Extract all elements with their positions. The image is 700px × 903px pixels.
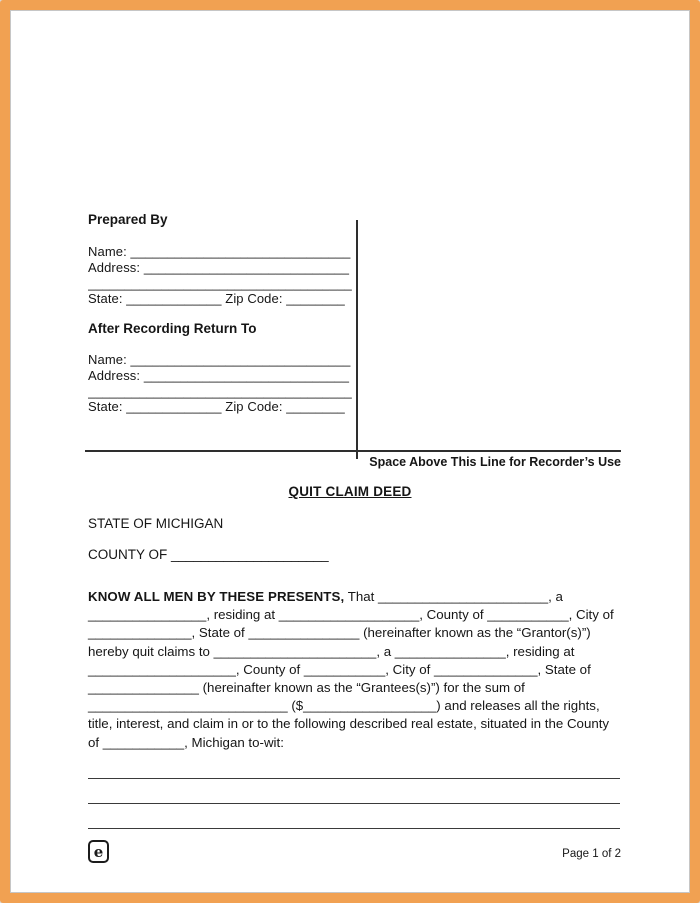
return-to-name-line: Name: ______________________________ xyxy=(88,352,351,367)
deed-paragraph-lead: KNOW ALL MEN BY THESE PRESENTS, xyxy=(88,589,345,604)
legal-description-line-3 xyxy=(88,828,620,829)
prepared-by-heading: Prepared By xyxy=(88,212,168,227)
legal-description-line-1 xyxy=(88,778,620,779)
prepared-by-address-line: Address: ____________________________ xyxy=(88,260,350,275)
state-heading: STATE OF MICHIGAN xyxy=(88,516,224,531)
return-to-state-zip-line: State: _____________ Zip Code: ________ xyxy=(88,399,345,414)
page-number: Page 1 of 2 xyxy=(562,848,621,860)
prepared-by-name-line: Name: ______________________________ xyxy=(88,244,351,259)
county-line: COUNTY OF _____________________ xyxy=(88,547,329,562)
prepared-by-address-line-2: ____________________________________ xyxy=(88,276,352,291)
document-page xyxy=(10,10,690,893)
return-to-heading: After Recording Return To xyxy=(88,321,257,336)
prepared-by-state-zip-line: State: _____________ Zip Code: ________ xyxy=(88,291,345,306)
return-to-address-line-2: ____________________________________ xyxy=(88,384,352,399)
deed-title: QUIT CLAIM DEED xyxy=(288,484,412,499)
eforms-logo: e xyxy=(88,840,109,863)
legal-description-line-2 xyxy=(88,803,620,804)
divider-vertical xyxy=(356,220,358,459)
return-to-address-line: Address: ____________________________ xyxy=(88,368,350,383)
deed-paragraph-body: That _______________________, a ________________, residing at ___________________, County of ___________, City of ______________, State of _______________ (hereinafter known as the “Grantor(s)”) hereby quit claims to ______________________, a _______________, residing at ____________________, County of ___________, City of ______________, State of _______________ (hereinafter known as the “Grantees(s)”) for the sum of ___________________________ ($__________________) and releases all the rights, title, interest, and claim in or to the following described real estate, situated in the County of ___________, Michigan to-wit: xyxy=(88,589,614,750)
recorder-use-note: Space Above This Line for Recorder’s Use xyxy=(369,455,621,469)
deed-paragraph xyxy=(88,588,622,752)
divider-horizontal xyxy=(85,450,621,452)
